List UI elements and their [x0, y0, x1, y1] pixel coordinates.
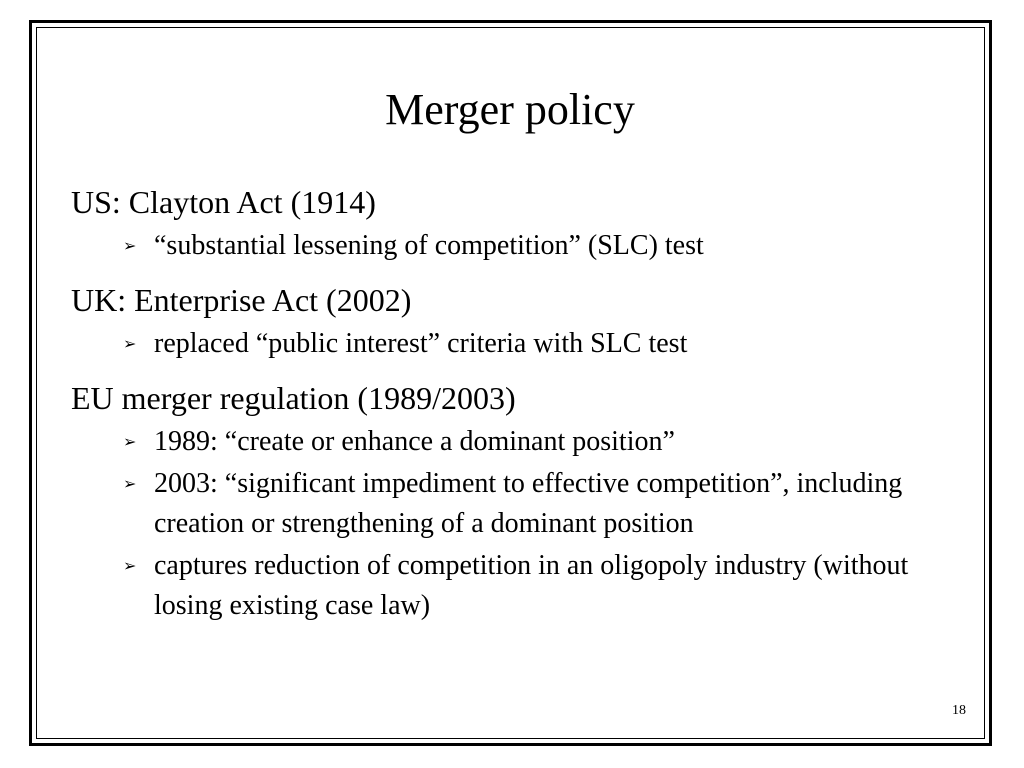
bullet-text: captures reduction of competition in an oligopoly industry (without losing existing case law): [154, 550, 909, 621]
bullet-text: 2003: “significant impediment to effective competition”, including creation or strengthening of a dominant position: [154, 468, 903, 539]
list-item: [71, 324, 971, 364]
arrow-bullet-icon: ➢: [123, 474, 137, 493]
bullet-text: 1989: “create or enhance a dominant position”: [154, 426, 675, 457]
arrow-bullet-icon: ➢: [123, 236, 137, 255]
list-item: [71, 464, 971, 544]
section-eu: [71, 376, 971, 626]
section-heading: EU merger regulation (1989/2003): [71, 380, 516, 416]
bullet-list: [71, 226, 971, 266]
bullet-text: replaced “public interest” criteria with SLC test: [154, 328, 688, 359]
list-item: [71, 422, 971, 462]
slide-title: Merger policy: [385, 85, 635, 134]
section-heading: UK: Enterprise Act (2002): [71, 282, 412, 318]
bullet-list: [71, 324, 971, 364]
list-item: [71, 226, 971, 266]
arrow-bullet-icon: ➢: [123, 432, 137, 451]
bullet-text: “substantial lessening of competition” (SLC) test: [154, 230, 704, 261]
section-heading: US: Clayton Act (1914): [71, 184, 376, 220]
section-us: [71, 180, 971, 266]
section-uk: [71, 278, 971, 364]
page-number: 18: [952, 703, 966, 718]
arrow-bullet-icon: ➢: [123, 556, 137, 575]
arrow-bullet-icon: ➢: [123, 334, 137, 353]
list-item: [71, 546, 971, 626]
slide-body: [71, 180, 971, 626]
bullet-list: [71, 422, 971, 626]
